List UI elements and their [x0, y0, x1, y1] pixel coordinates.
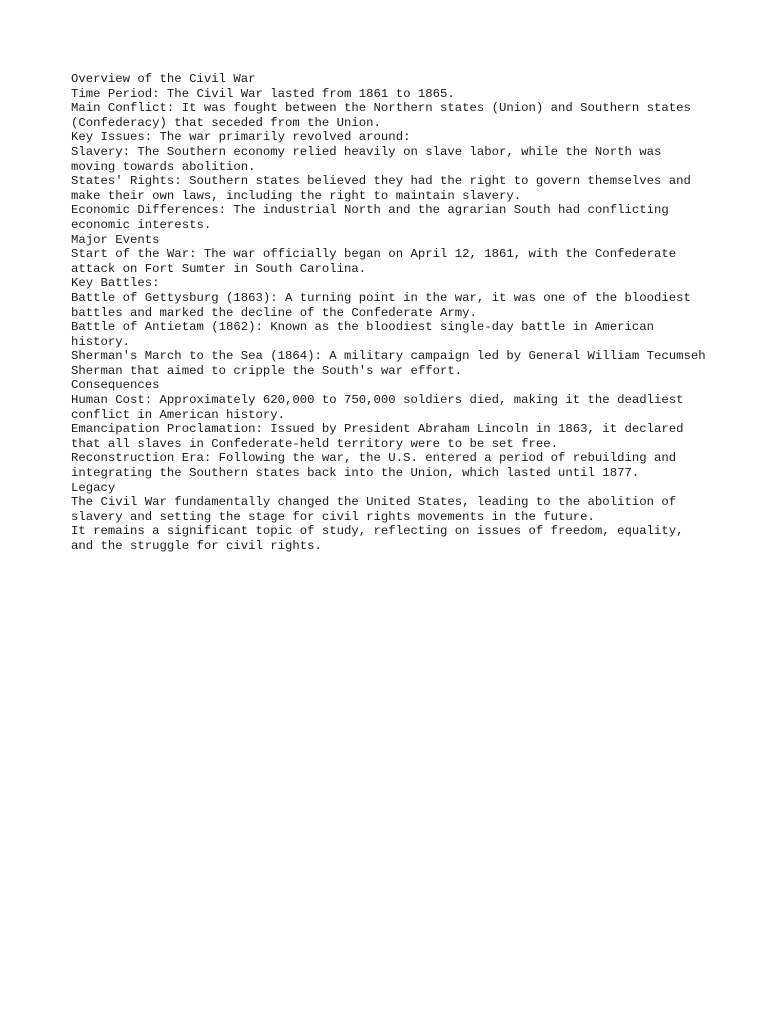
paragraph-legacy-change: The Civil War fundamentally changed the United States, leading to the abolition of slavery and setting the stage for civil rights movements in the future.: [71, 495, 677, 524]
document-body: [71, 72, 711, 554]
section-heading-major-events: Major Events: [71, 232, 160, 247]
paragraph-legacy-study: It remains a significant topic of study, reflecting on issues of freedom, equality, and the struggle for civil rights.: [71, 524, 684, 553]
paragraph-key-battles: Key Battles:: [71, 276, 160, 291]
paragraph-time-period: Time Period: The Civil War lasted from 1861 to 1865.: [71, 86, 455, 101]
paragraph-emancipation: Emancipation Proclamation: Issued by President Abraham Lincoln in 1863, it declared that all slaves in Confederate-held territory were to be set free.: [71, 422, 684, 451]
paragraph-shermans-march: Sherman's March to the Sea (1864): A military campaign led by General William Tecumseh Sherman that aimed to cripple the South's war effort.: [71, 349, 706, 378]
section-heading-consequences: Consequences: [71, 378, 160, 393]
paragraph-antietam: Battle of Antietam (1862): Known as the bloodiest single-day battle in American history.: [71, 320, 654, 349]
paragraph-reconstruction: Reconstruction Era: Following the war, the U.S. entered a period of rebuilding and integrating the Southern states back into the Union, which lasted until 1877.: [71, 451, 677, 481]
paragraph-states-rights: States' Rights: Southern states believed they had the right to govern themselves and make their own laws, including the right to maintain slavery.: [71, 174, 691, 203]
document-title: Overview of the Civil War: [71, 72, 256, 86]
paragraph-economic-differences: Economic Differences: The industrial North and the agrarian South had conflicting economic interests.: [71, 203, 669, 232]
paragraph-key-issues: Key Issues: The war primarily revolved around:: [71, 130, 411, 145]
paragraph-main-conflict: Main Conflict: It was fought between the Northern states (Union) and Southern states (Confederacy) that seceded from the Union.: [71, 101, 691, 130]
section-heading-legacy: Legacy: [71, 480, 116, 495]
paragraph-gettysburg: Battle of Gettysburg (1863): A turning point in the war, it was one of the bloodiest battles and marked the decline of the Confederate Army.: [71, 290, 691, 320]
paragraph-start-of-war: Start of the War: The war officially began on April 12, 1861, with the Confederate attack on Fort Sumter in South Carolina.: [71, 247, 677, 276]
paragraph-slavery: Slavery: The Southern economy relied heavily on slave labor, while the North was moving towards abolition.: [71, 144, 662, 174]
paragraph-human-cost: Human Cost: Approximately 620,000 to 750,000 soldiers died, making it the deadliest conflict in American history.: [71, 393, 684, 422]
